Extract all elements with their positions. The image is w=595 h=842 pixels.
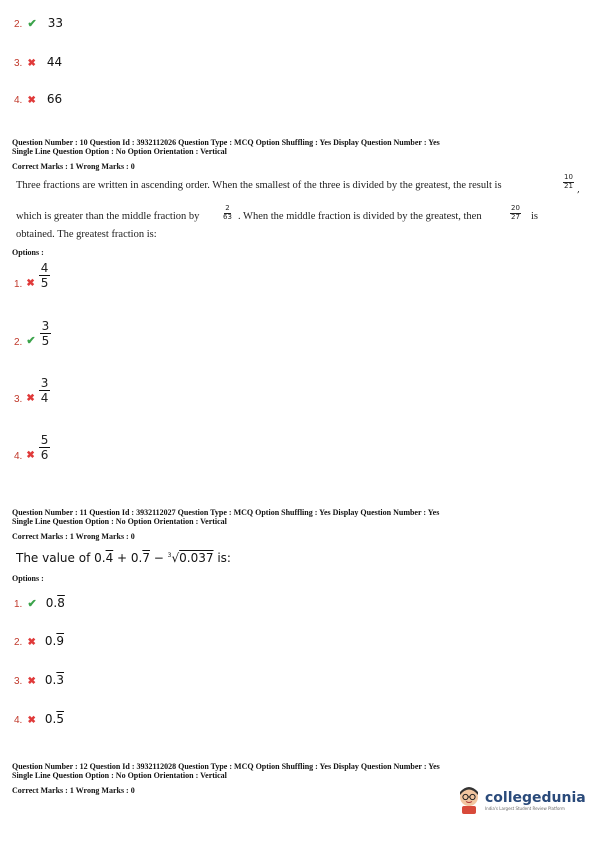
prev-option-3 [14,51,62,70]
question-text-post: is: [213,551,231,565]
fraction-2-63 [223,205,232,221]
question-text-pre: The value of 0. [16,551,106,565]
logo-tagline: India's Largest Student Review Platform [485,805,565,811]
question-text: which is greater than the middle fraction by [16,211,200,222]
numerator: 3 [40,376,49,390]
question-text-line-2 [16,211,199,222]
cross-icon: ✖ [27,676,36,687]
radical-icon: √ [171,551,180,565]
question-text: Three fractions are written in ascending order. When the smallest of the three is divided by the greatest, the result is [16,180,502,191]
root-argument: 0.037 [179,551,214,565]
numerator: 3 [41,319,50,333]
option-number: 4. [14,451,23,462]
denominator: 5 [41,334,50,348]
question-text-is: is [531,211,539,222]
numerator: 4 [40,261,49,275]
denominator: 27 [511,212,520,221]
numerator: 2 [225,204,230,212]
question-text-line-2b [238,211,482,222]
question-text [16,551,231,565]
option-number: 1. [14,279,23,290]
fraction-20-27 [510,205,521,221]
header-line-2: Single Line Question Option : No Option Orientation : Vertical [12,771,227,780]
cross-icon: ✖ [26,393,35,404]
option-4 [14,708,64,727]
option-2 [14,630,64,649]
option-3 [14,377,50,405]
denominator: 5 [40,276,49,290]
options-label: Options : [12,574,44,583]
repeating-digit: 4 [105,551,114,565]
option-number: 2. [14,337,23,348]
cross-icon: ✖ [27,715,36,726]
cross-icon: ✖ [27,58,36,69]
option-number: 4. [14,95,23,106]
marks-line: Correct Marks : 1 Wrong Marks : 0 [12,532,135,541]
option-fraction [40,320,52,348]
question-text: . When the middle fraction is divided by the greatest, then [238,211,482,222]
option-fraction [39,262,51,290]
option-1 [14,262,50,290]
option-value: 0.9 [44,634,65,648]
option-number: 3. [14,676,23,687]
option-2 [14,320,51,348]
cross-icon: ✖ [26,450,35,461]
comma: , [577,185,580,195]
repeating-digit: 7 [142,551,150,565]
option-1 [14,592,65,611]
option-4 [14,434,50,462]
denominator: 4 [40,391,49,405]
option-value: 66 [46,92,63,106]
numerator: 5 [40,433,49,447]
minus-sign: − [149,551,168,565]
prev-option-2 [14,12,63,31]
question-header [12,762,587,780]
option-number: 3. [14,394,23,405]
option-value: 44 [46,55,63,69]
cross-icon: ✖ [27,95,36,106]
check-icon: ✔ [27,17,37,30]
option-value: 0.5 [44,712,65,726]
denominator: 63 [223,212,232,221]
option-number: 1. [14,599,23,610]
header-line-1: Question Number : 12 Question Id : 3932112028 Question Type : MCQ Option Shuffling : Yes Display Question Number : Yes [12,762,440,771]
question-text-line-1 [16,180,502,191]
header-line-1: Question Number : 10 Question Id : 3932112026 Question Type : MCQ Option Shuffling : Yes Display Question Number : Yes [12,138,440,147]
logo-name: collegedunia [485,789,586,806]
plus-sign: + 0. [113,551,143,565]
header-line-1: Question Number : 11 Question Id : 3932112027 Question Type : MCQ Option Shuffling : Yes Display Question Number : Yes [12,508,440,517]
prev-option-4 [14,88,62,107]
denominator: 21 [564,181,573,190]
question-header [12,508,587,526]
option-3 [14,669,64,688]
option-fraction [39,434,51,462]
option-number: 2. [14,19,23,30]
option-fraction [39,377,51,405]
option-value: 33 [47,16,64,30]
numerator: 10 [564,173,573,181]
question-text-line-3: obtained. The greatest fraction is: [16,229,157,240]
cross-icon: ✖ [27,637,36,648]
option-number: 2. [14,637,23,648]
question-header [12,138,587,156]
check-icon: ✔ [26,334,36,347]
cross-icon: ✖ [26,278,35,289]
collegedunia-logo [456,786,586,814]
marks-line: Correct Marks : 1 Wrong Marks : 0 [12,162,135,171]
fraction-10-21 [563,174,574,190]
numerator: 20 [511,204,520,212]
root-index: 3 [167,552,172,559]
option-number: 3. [14,58,23,69]
marks-line: Correct Marks : 1 Wrong Marks : 0 [12,786,135,795]
mascot-icon [456,786,482,814]
option-value: 0.3 [44,673,65,687]
check-icon: ✔ [27,597,37,610]
header-line-2: Single Line Question Option : No Option Orientation : Vertical [12,147,227,156]
options-label: Options : [12,248,44,257]
header-line-2: Single Line Question Option : No Option Orientation : Vertical [12,517,227,526]
denominator: 6 [40,448,49,462]
option-number: 4. [14,715,23,726]
option-value: 0.8 [45,596,65,610]
